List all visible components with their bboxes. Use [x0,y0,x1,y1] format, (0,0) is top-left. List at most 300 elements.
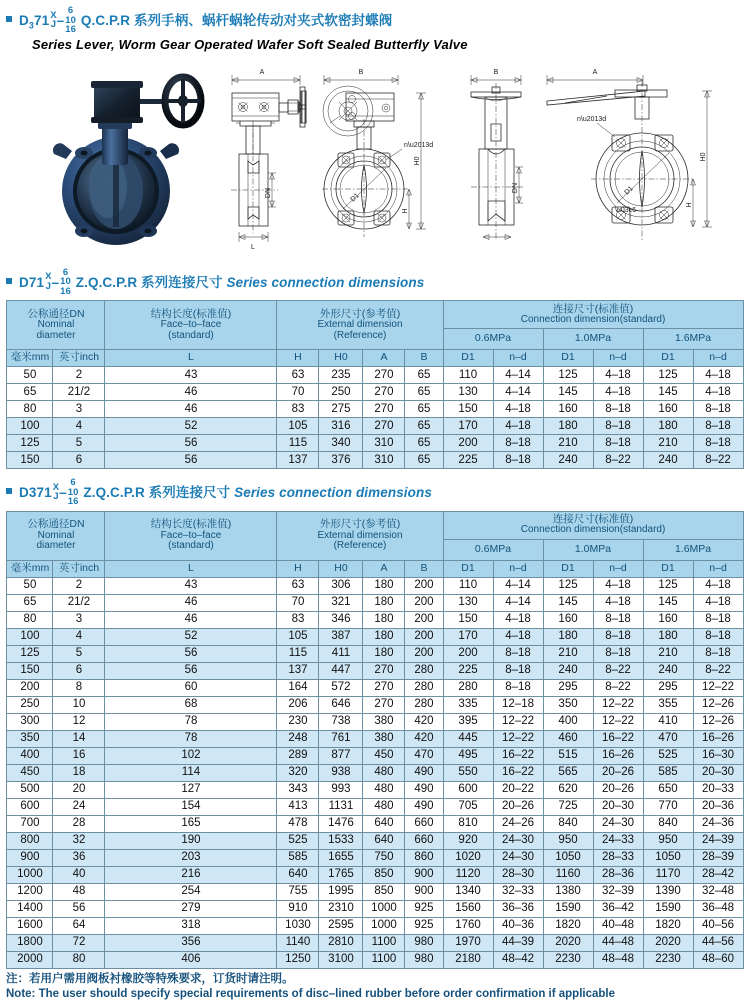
cell-D1(1.0MPa): 145 [543,594,593,611]
cell-D1(1.0MPa): 2230 [543,951,593,968]
dim-label-DN: DN [265,187,272,198]
table-row [7,418,743,435]
cell-D1(1.6MPa): 410 [643,713,693,730]
cell-D1(1.6MPa): 770 [643,798,693,815]
cell-n-d(0.6MPa): 4–18 [493,628,543,645]
cell-A: 640 [363,815,405,832]
th2-ftf-cn: 结构长度(标准值) [150,518,232,531]
th2-D1-06: D1 [443,560,493,577]
th2-ftf [105,511,277,560]
cell-L: 43 [105,367,277,384]
th2-L: L [105,560,277,577]
cell-D1(1.0MPa): 725 [543,798,593,815]
s3-frac-10: 10 [67,486,79,498]
cell-D1(1.0MPa): 400 [543,713,593,730]
cell-英寸inch: 16 [53,747,105,764]
cell-n-d(0.6MPa): 4–14 [493,384,543,401]
cell-英寸inch: 12 [53,713,105,730]
cell-英寸inch: 21/2 [53,594,105,611]
cell-毫米mm: 700 [7,815,53,832]
cell-H: 115 [277,435,319,452]
dim-label-H-lever: H [686,201,693,208]
cell-n-d(1.6MPa): 8–18 [693,418,743,435]
cell-D1(1.0MPa): 145 [543,384,593,401]
cell-D1(0.6MPa): 600 [443,781,493,798]
cell-D1(1.6MPa): 295 [643,679,693,696]
dim-label-n-d: n\u2013d [404,141,434,149]
th-nd-06: n–d [493,350,543,367]
cell-D1(1.0MPa): 1160 [543,866,593,883]
cell-D1(1.6MPa): 160 [643,401,693,418]
cell-H0: 2310 [319,900,363,917]
th-dn-cn: 公称通径DN [27,307,85,320]
cell-A: 1100 [363,934,405,951]
cell-毫米mm: 2000 [7,951,53,968]
cell-A: 480 [363,764,405,781]
cell-n-d(1.6MPa): 8–18 [693,611,743,628]
cell-D1(1.6MPa): 125 [643,367,693,384]
cell-英寸inch: 4 [53,418,105,435]
th-dn-en1: Nominal [37,319,75,330]
cell-B: 65 [405,452,443,469]
cell-B: 200 [405,645,443,662]
th-B: B [405,350,443,367]
cell-L: 60 [105,679,277,696]
section-2-title [0,266,750,298]
cell-L: 52 [105,418,277,435]
cell-n-d(1.6MPa): 4–18 [693,367,743,384]
table-row [7,730,743,747]
cell-n-d(1.6MPa): 8–22 [693,662,743,679]
cell-H0: 321 [319,594,363,611]
cell-A: 270 [363,696,405,713]
cell-L: 56 [105,435,277,452]
s2-frac-16: 16 [60,285,71,297]
cell-H: 105 [277,628,319,645]
cell-L: 52 [105,628,277,645]
cell-英寸inch: 6 [53,662,105,679]
th-conn-cn: 连接尺寸(标准值) [552,302,634,315]
cell-B: 490 [405,781,443,798]
cell-毫米mm: 250 [7,696,53,713]
cell-n-d(1.0MPa): 28–36 [593,866,643,883]
cell-A: 270 [363,367,405,384]
cell-n-d(1.0MPa): 8–22 [593,679,643,696]
title-fraction-pressure [65,6,76,35]
cell-n-d(0.6MPa): 36–36 [493,900,543,917]
th2-H0: H0 [319,560,363,577]
cell-毫米mm: 1000 [7,866,53,883]
cell-D1(0.6MPa): 200 [443,435,493,452]
cell-D1(1.6MPa): 1170 [643,866,693,883]
cell-B: 200 [405,611,443,628]
th-L: L [105,350,277,367]
table-row [7,815,743,832]
cell-H0: 306 [319,577,363,594]
table-row [7,798,743,815]
cell-n-d(1.6MPa): 20–33 [693,781,743,798]
s2-frac-10: 10 [60,276,71,287]
table-row [7,367,743,384]
cell-D1(1.0MPa): 1820 [543,917,593,934]
cell-D1(1.6MPa): 950 [643,832,693,849]
cell-L: 78 [105,730,277,747]
cell-英寸inch: 2 [53,577,105,594]
cell-n-d(1.0MPa): 40–48 [593,917,643,934]
th-ftf-en2: (standard) [168,329,214,341]
cell-英寸inch: 21/2 [53,384,105,401]
title-mid: 71 [33,12,50,28]
cell-B: 925 [405,917,443,934]
cell-B: 280 [405,696,443,713]
cell-H0: 340 [319,435,363,452]
cell-n-d(1.0MPa): 48–48 [593,951,643,968]
cell-D1(0.6MPa): 445 [443,730,493,747]
cell-B: 200 [405,628,443,645]
frac-j: J [50,19,57,31]
cell-H0: 275 [319,401,363,418]
cell-英寸inch: 10 [53,696,105,713]
cell-H: 137 [277,452,319,469]
cell-H0: 938 [319,764,363,781]
cell-D1(1.6MPa): 1390 [643,883,693,900]
cell-H0: 572 [319,679,363,696]
table-row [7,764,743,781]
cell-H0: 447 [319,662,363,679]
cell-英寸inch: 5 [53,435,105,452]
cell-A: 450 [363,747,405,764]
cell-毫米mm: 50 [7,577,53,594]
cell-n-d(1.0MPa): 24–33 [593,832,643,849]
cell-英寸inch: 3 [53,401,105,418]
cell-L: 318 [105,917,277,934]
cell-n-d(1.0MPa): 8–18 [593,611,643,628]
cell-B: 200 [405,594,443,611]
cell-D1(1.0MPa): 125 [543,577,593,594]
cell-A: 180 [363,577,405,594]
cell-D1(1.6MPa): 650 [643,781,693,798]
th-H: H [277,350,319,367]
cell-D1(0.6MPa): 1970 [443,934,493,951]
cell-毫米mm: 125 [7,435,53,452]
dim-label-DN-lever: DN [512,182,519,193]
cell-D1(1.0MPa): 160 [543,611,593,628]
th2-ext-cn: 外形尺寸(参考值) [319,518,401,531]
cell-D1(1.0MPa): 240 [543,452,593,469]
cell-D1(0.6MPa): 1560 [443,900,493,917]
th2-mm: 毫米mm [7,560,53,577]
note-en: Note: The user should specify special requirements of disc–lined rubber before order confirmation if applicable [6,987,615,1000]
cell-A: 180 [363,645,405,662]
table-row [7,900,743,917]
dim-label-H0: H0 [414,156,421,165]
cell-n-d(1.6MPa): 28–42 [693,866,743,883]
cell-L: 216 [105,866,277,883]
s3-dash: – [59,484,67,500]
table-row [7,832,743,849]
table-row [7,934,743,951]
th2-A: A [363,560,405,577]
cell-毫米mm: 1200 [7,883,53,900]
cell-D1(1.0MPa): 210 [543,435,593,452]
cell-n-d(1.0MPa): 36–42 [593,900,643,917]
cell-L: 78 [105,713,277,730]
datasheet-page [0,5,750,1000]
cell-n-d(1.0MPa): 4–18 [593,577,643,594]
cell-毫米mm: 1400 [7,900,53,917]
cell-D1(1.0MPa): 950 [543,832,593,849]
cell-n-d(0.6MPa): 44–39 [493,934,543,951]
worm-gear-side-view [231,69,306,251]
cell-英寸inch: 40 [53,866,105,883]
th2-inch: 英寸inch [53,560,105,577]
cell-D1(0.6MPa): 280 [443,679,493,696]
section-2-title-text [19,266,425,298]
cell-L: 46 [105,611,277,628]
cell-D1(1.6MPa): 240 [643,452,693,469]
table-2-wrapper [0,511,750,969]
lever-front-view [547,69,712,241]
dim-label-n-d-lever: n\u2013d [577,115,607,123]
cell-H0: 1533 [319,832,363,849]
s2-prefix: D [19,274,29,290]
cell-D1(1.0MPa): 1380 [543,883,593,900]
cell-D1(1.6MPa): 240 [643,662,693,679]
s3-frac-j: J [53,491,59,503]
cell-L: 203 [105,849,277,866]
cell-D1(1.6MPa): 355 [643,696,693,713]
cell-英寸inch: 14 [53,730,105,747]
cell-D1(0.6MPa): 495 [443,747,493,764]
cell-D1(0.6MPa): 200 [443,645,493,662]
worm-gear-drawing-figure [226,61,441,255]
cell-B: 280 [405,662,443,679]
s2-mid: 71 [28,274,45,290]
cell-H: 640 [277,866,319,883]
th-conn-en: Connection dimension(standard) [520,313,666,325]
dim-label-A: A [259,68,265,76]
cell-英寸inch: 18 [53,764,105,781]
cell-英寸inch: 6 [53,452,105,469]
cell-A: 380 [363,713,405,730]
cell-n-d(0.6MPa): 24–30 [493,832,543,849]
frac-x: X [50,9,57,21]
s2-en: Series connection dimensions [226,274,425,290]
cell-毫米mm: 1600 [7,917,53,934]
cell-A: 270 [363,662,405,679]
s3-fraction-xj [53,483,59,502]
th-inch: 英寸inch [53,350,105,367]
cell-H: 105 [277,418,319,435]
cell-H: 478 [277,815,319,832]
table-row [7,611,743,628]
cell-n-d(1.6MPa): 12–22 [693,679,743,696]
cell-n-d(1.6MPa): 44–56 [693,934,743,951]
cell-毫米mm: 150 [7,452,53,469]
cell-H: 63 [277,367,319,384]
cell-A: 180 [363,628,405,645]
cell-n-d(0.6MPa): 28–30 [493,866,543,883]
cell-H0: 1131 [319,798,363,815]
cell-毫米mm: 350 [7,730,53,747]
table-2-head [7,511,743,577]
lever-drawing-figure [455,61,745,255]
th-conn [443,301,743,329]
th-ext [277,301,443,350]
cell-英寸inch: 32 [53,832,105,849]
cell-L: 279 [105,900,277,917]
cell-D1(1.0MPa): 1590 [543,900,593,917]
cell-D1(1.6MPa): 585 [643,764,693,781]
cell-A: 270 [363,384,405,401]
cell-H0: 250 [319,384,363,401]
cell-D1(0.6MPa): 920 [443,832,493,849]
cell-D1(1.0MPa): 460 [543,730,593,747]
cell-n-d(1.0MPa): 20–30 [593,798,643,815]
cell-n-d(1.6MPa): 16–30 [693,747,743,764]
cell-L: 254 [105,883,277,900]
cell-毫米mm: 800 [7,832,53,849]
cell-n-d(0.6MPa): 32–33 [493,883,543,900]
cell-D1(1.0MPa): 620 [543,781,593,798]
cell-D1(1.0MPa): 350 [543,696,593,713]
cell-n-d(0.6MPa): 12–18 [493,696,543,713]
valve-photo-figure [38,63,228,253]
dim-label-H: H [402,207,409,214]
th2-ftf-en1: Face–to–face [160,529,222,541]
cell-D1(1.0MPa): 180 [543,418,593,435]
s2-fraction-pressure [60,268,71,297]
cell-n-d(0.6MPa): 16–22 [493,764,543,781]
cell-L: 56 [105,662,277,679]
table-row [7,883,743,900]
cell-n-d(1.0MPa): 4–18 [593,367,643,384]
th2-dn-en1: Nominal [37,529,75,541]
cell-D1(0.6MPa): 150 [443,401,493,418]
th2-D1-10: D1 [543,560,593,577]
cell-H: 1250 [277,951,319,968]
cell-英寸inch: 72 [53,934,105,951]
cell-n-d(1.6MPa): 20–30 [693,764,743,781]
cell-D1(0.6MPa): 130 [443,384,493,401]
cell-A: 270 [363,418,405,435]
dim-label-B-left: B [493,68,499,76]
cell-D1(0.6MPa): 130 [443,594,493,611]
cell-英寸inch: 20 [53,781,105,798]
cell-n-d(0.6MPa): 24–30 [493,849,543,866]
s2-dash: – [51,274,60,290]
s3-rest: Z.Q.C.P.R 系列连接尺寸 [83,484,231,500]
footer-note [0,972,750,1002]
valve-photo-svg [38,63,228,253]
cell-毫米mm: 80 [7,611,53,628]
s2-rest: Z.Q.C.P.R 系列连接尺寸 [75,274,223,290]
cell-B: 200 [405,577,443,594]
cell-英寸inch: 28 [53,815,105,832]
cell-B: 65 [405,367,443,384]
table-1-head [7,301,743,367]
cell-D1(1.6MPa): 210 [643,645,693,662]
cell-B: 470 [405,747,443,764]
cell-A: 1000 [363,917,405,934]
cell-D1(1.0MPa): 515 [543,747,593,764]
cell-H: 1140 [277,934,319,951]
cell-英寸inch: 48 [53,883,105,900]
cell-n-d(1.0MPa): 16–22 [593,730,643,747]
table-row [7,713,743,730]
cell-D1(1.0MPa): 240 [543,662,593,679]
th-p06: 0.6MPa [443,329,543,350]
cell-H0: 235 [319,367,363,384]
cell-A: 310 [363,435,405,452]
cell-n-d(1.6MPa): 4–18 [693,577,743,594]
s2-fraction-xj [45,272,51,291]
cell-L: 43 [105,577,277,594]
cell-英寸inch: 2 [53,367,105,384]
cell-H: 525 [277,832,319,849]
table-1-body [7,367,743,469]
cell-A: 180 [363,594,405,611]
cell-D1(1.6MPa): 1050 [643,849,693,866]
cell-A: 1100 [363,951,405,968]
cell-B: 925 [405,900,443,917]
th2-p16: 1.6MPa [643,539,743,560]
cell-n-d(1.0MPa): 32–39 [593,883,643,900]
cell-L: 127 [105,781,277,798]
cell-H0: 877 [319,747,363,764]
cell-L: 46 [105,401,277,418]
cell-L: 406 [105,951,277,968]
th-A: A [363,350,405,367]
th-dn [7,301,105,350]
s3-mid: 371 [28,484,52,500]
cell-n-d(0.6MPa): 4–18 [493,401,543,418]
table-row [7,781,743,798]
th2-conn-en: Connection dimension(standard) [520,524,666,536]
cell-B: 420 [405,730,443,747]
cell-n-d(1.6MPa): 32–48 [693,883,743,900]
dim-label-B: B [358,68,364,76]
cell-D1(1.6MPa): 525 [643,747,693,764]
cell-A: 270 [363,679,405,696]
cell-A: 750 [363,849,405,866]
th2-D1-16: D1 [643,560,693,577]
cell-毫米mm: 100 [7,418,53,435]
th2-conn-cn: 连接尺寸(标准值) [552,513,634,526]
cell-毫米mm: 500 [7,781,53,798]
table-row [7,628,743,645]
cell-n-d(1.0MPa): 20–26 [593,764,643,781]
cell-n-d(1.6MPa): 24–36 [693,815,743,832]
dim-label-phi: \u03c6 [615,206,637,214]
cell-H0: 3100 [319,951,363,968]
cell-n-d(0.6MPa): 48–42 [493,951,543,968]
cell-毫米mm: 400 [7,747,53,764]
cell-A: 640 [363,832,405,849]
cell-H: 63 [277,577,319,594]
th-ftf-cn: 结构长度(标准值) [150,307,232,320]
cell-B: 980 [405,934,443,951]
th-nd-16: n–d [693,350,743,367]
cell-D1(0.6MPa): 550 [443,764,493,781]
th2-dn-cn: 公称通径DN [27,518,85,531]
section-1-title-en: Series Lever, Worm Gear Operated Wafer Soft Sealed Butterfly Valve [32,36,468,52]
cell-D1(1.6MPa): 2020 [643,934,693,951]
cell-B: 860 [405,849,443,866]
cell-H: 115 [277,645,319,662]
cell-D1(0.6MPa): 170 [443,628,493,645]
cell-n-d(1.6MPa): 8–18 [693,435,743,452]
